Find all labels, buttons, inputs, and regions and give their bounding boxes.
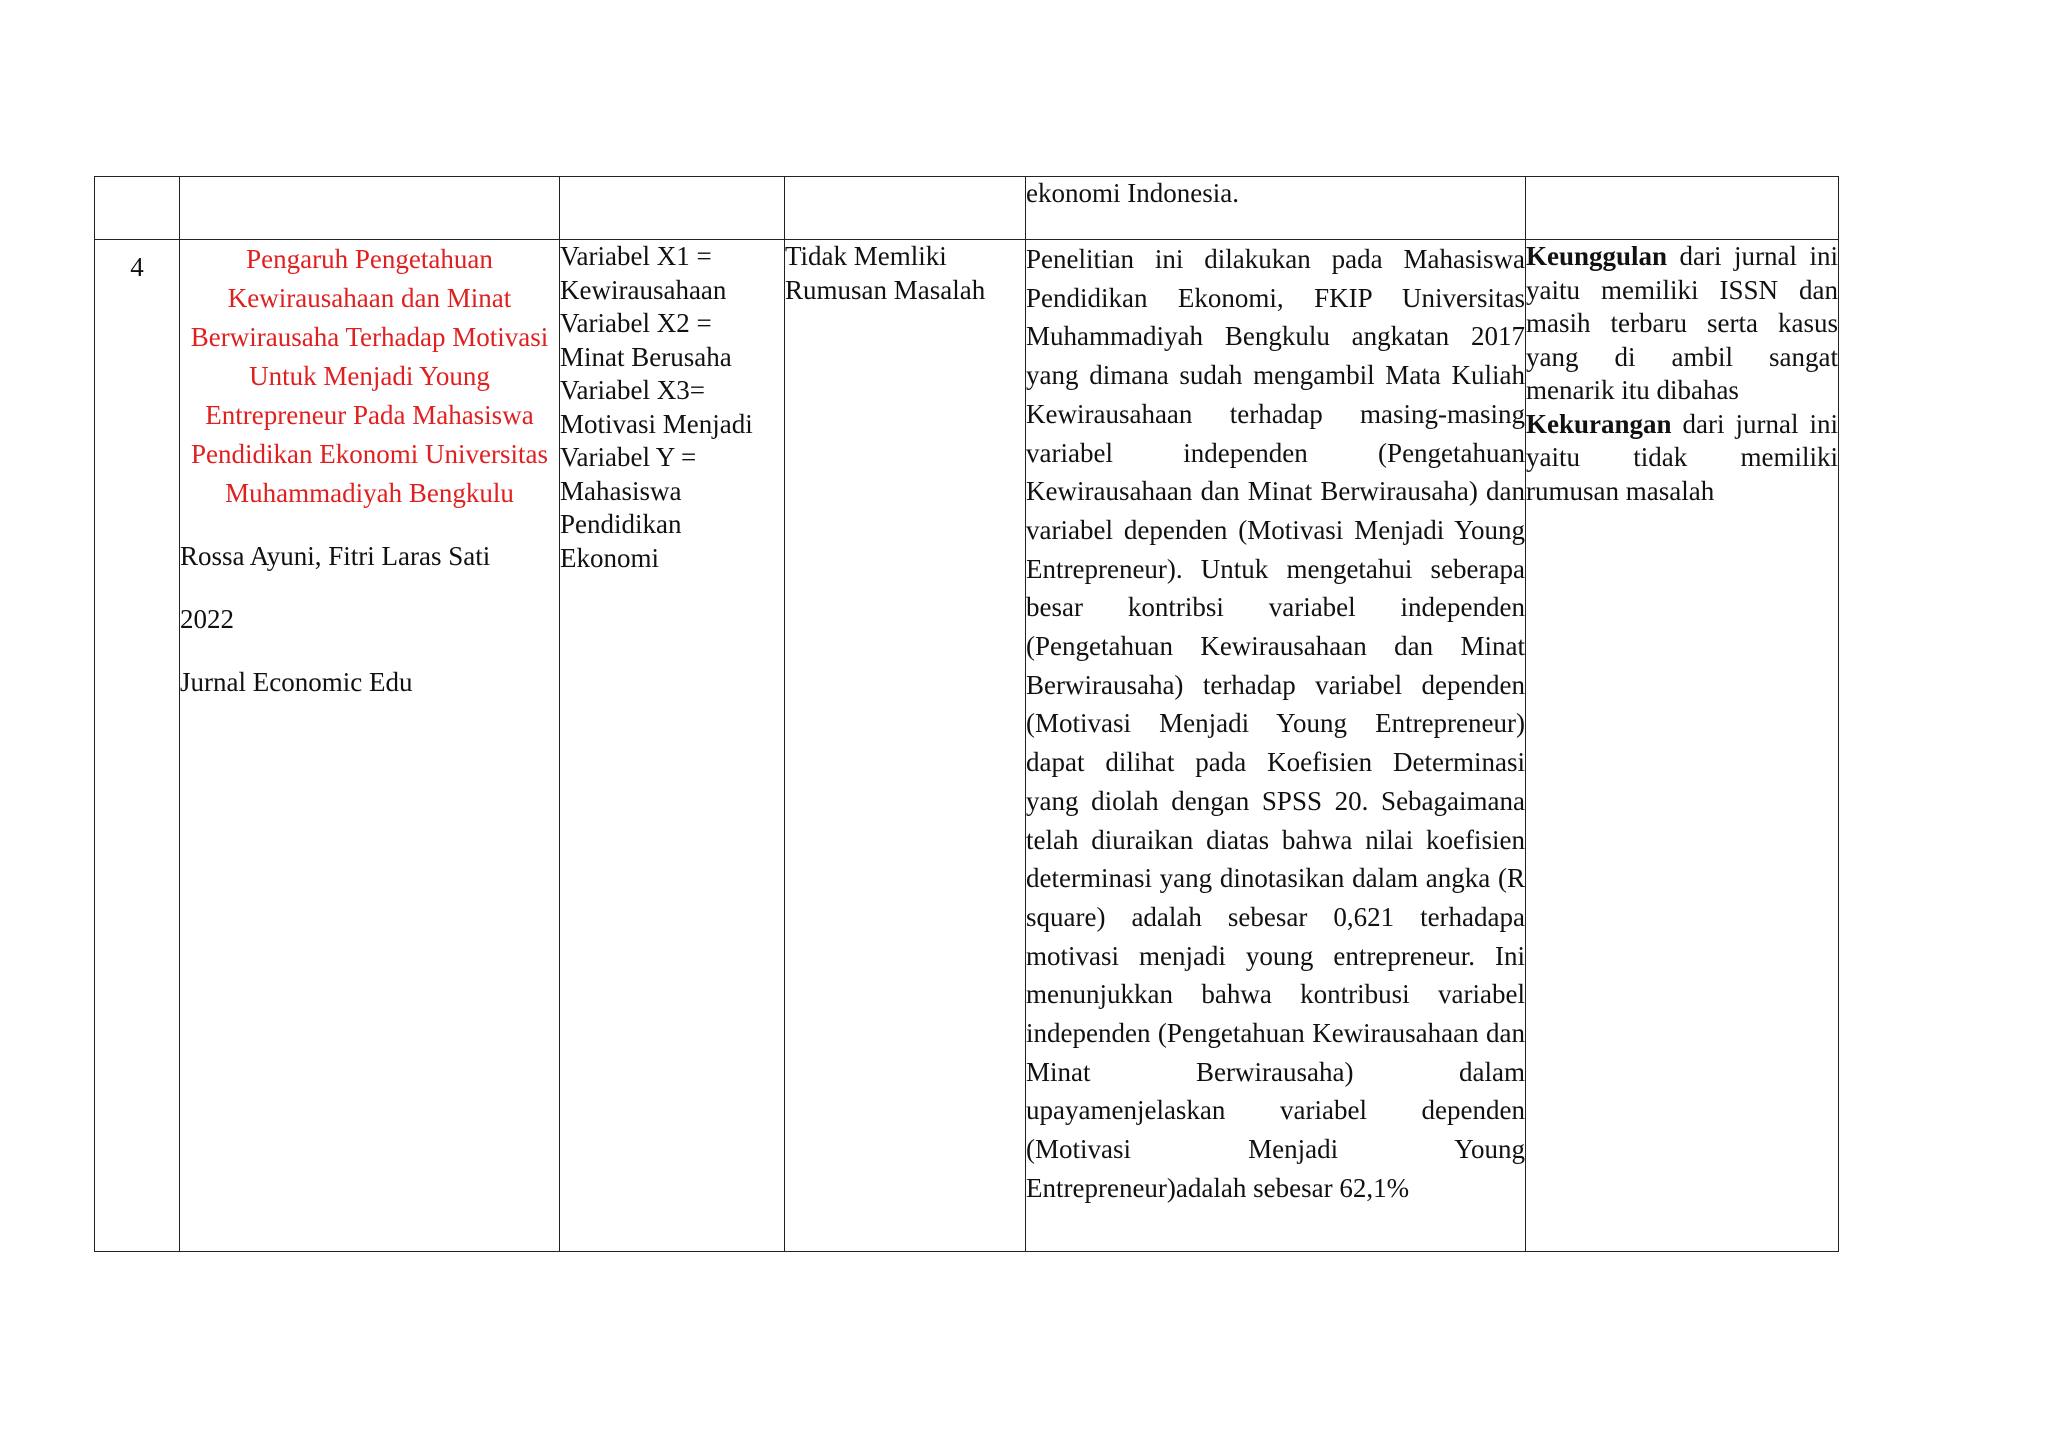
cell-problem bbox=[785, 177, 1026, 240]
variable-line: Mahasiswa bbox=[560, 475, 682, 506]
variable-line: Motivasi Menjadi bbox=[560, 408, 753, 439]
research-problem: Tidak Memliki Rumusan Masalah bbox=[785, 241, 986, 305]
cell-number bbox=[95, 240, 180, 1252]
strength-text: dari jurnal ini yaitu memiliki ISSN dan masih terbaru serta kasus yang di ambil sangat menarik itu dibahas bbox=[1526, 241, 1838, 405]
variable-line: Variabel X1 = bbox=[560, 241, 712, 271]
strength-paragraph bbox=[1526, 240, 1838, 408]
article-title: Pengaruh Pengetahuan Kewirausahaan dan Minat Berwirausaha Terhadap Motivasi Untuk Menjadi Young Entrepreneur Pada Mahasiswa Pendidikan Ekonomi Universitas Muhammadiyah Bengkulu bbox=[190, 244, 549, 508]
variable-line: Ekonomi bbox=[560, 542, 659, 573]
cell-evaluation bbox=[1526, 177, 1839, 240]
weakness-label: Kekurangan bbox=[1526, 408, 1672, 439]
cell-evaluation bbox=[1526, 240, 1839, 1252]
strength-label: Keunggulan bbox=[1526, 241, 1668, 271]
variable-line: Kewirausahaan bbox=[560, 274, 727, 305]
cell-summary bbox=[1026, 177, 1526, 240]
cell-variables bbox=[560, 240, 785, 1252]
variable-line: Variabel Y = bbox=[560, 442, 697, 472]
article-authors: Rossa Ayuni, Fitri Laras Sati bbox=[180, 541, 491, 571]
variable-line: Variabel X3= bbox=[560, 375, 705, 405]
cell-summary bbox=[1026, 240, 1526, 1252]
cell-problem bbox=[785, 240, 1026, 1252]
summary-text: ekonomi Indonesia. bbox=[1026, 178, 1239, 208]
article-year: 2022 bbox=[180, 604, 234, 634]
variable-line: Pendidikan bbox=[560, 509, 682, 539]
cell-title bbox=[180, 177, 560, 240]
variable-line: Variabel X2 = bbox=[560, 308, 712, 338]
table-row bbox=[95, 177, 1839, 240]
article-journal: Jurnal Economic Edu bbox=[180, 667, 413, 697]
variable-line: Minat Berusaha bbox=[560, 341, 732, 372]
cell-title bbox=[180, 240, 560, 1252]
row-number: 4 bbox=[130, 252, 144, 282]
weakness-text: dari jurnal ini yaitu tidak memiliki rumusan masalah bbox=[1526, 408, 1838, 506]
cell-variables bbox=[560, 177, 785, 240]
literature-review-table bbox=[94, 176, 1839, 1252]
cell-number bbox=[95, 177, 180, 240]
summary-text: Penelitian ini dilakukan pada Mahasiswa Pendidikan Ekonomi, FKIP Universitas Muhammadiyah Bengkulu angkatan 2017 yang dimana sudah mengambil Mata Kuliah Kewirausahaan terhadap masing-masing variabel independen (Pengetahuan Kewirausahaan dan Minat Berwirausaha) dan variabel dependen (Motivasi Menjadi Young Entrepreneur). Untuk mengetahui seberapa besar kontribsi variabel independen (Pengetahuan Kewirausahaan dan Minat Berwirausaha) terhadap variabel dependen (Motivasi Menjadi Young Entrepreneur) dapat dilihat pada Koefisien Determinasi yang diolah dengan SPSS 20. Sebagaimana telah diuraikan diatas bahwa nilai koefisien determinasi yang dinotasikan dalam angka (R square) adalah sebesar 0,621 terhadapa motivasi menjadi young entrepreneur. Ini menunjukkan bahwa kontribusi variabel independen (Pengetahuan Kewirausahaan dan Minat Berwirausaha) dalam upayamenjelaskan variabel dependen (Motivasi Menjadi Young Entrepreneur)adalah sebesar 62,1% bbox=[1026, 244, 1525, 1203]
table-row bbox=[95, 240, 1839, 1252]
weakness-paragraph bbox=[1526, 408, 1838, 509]
